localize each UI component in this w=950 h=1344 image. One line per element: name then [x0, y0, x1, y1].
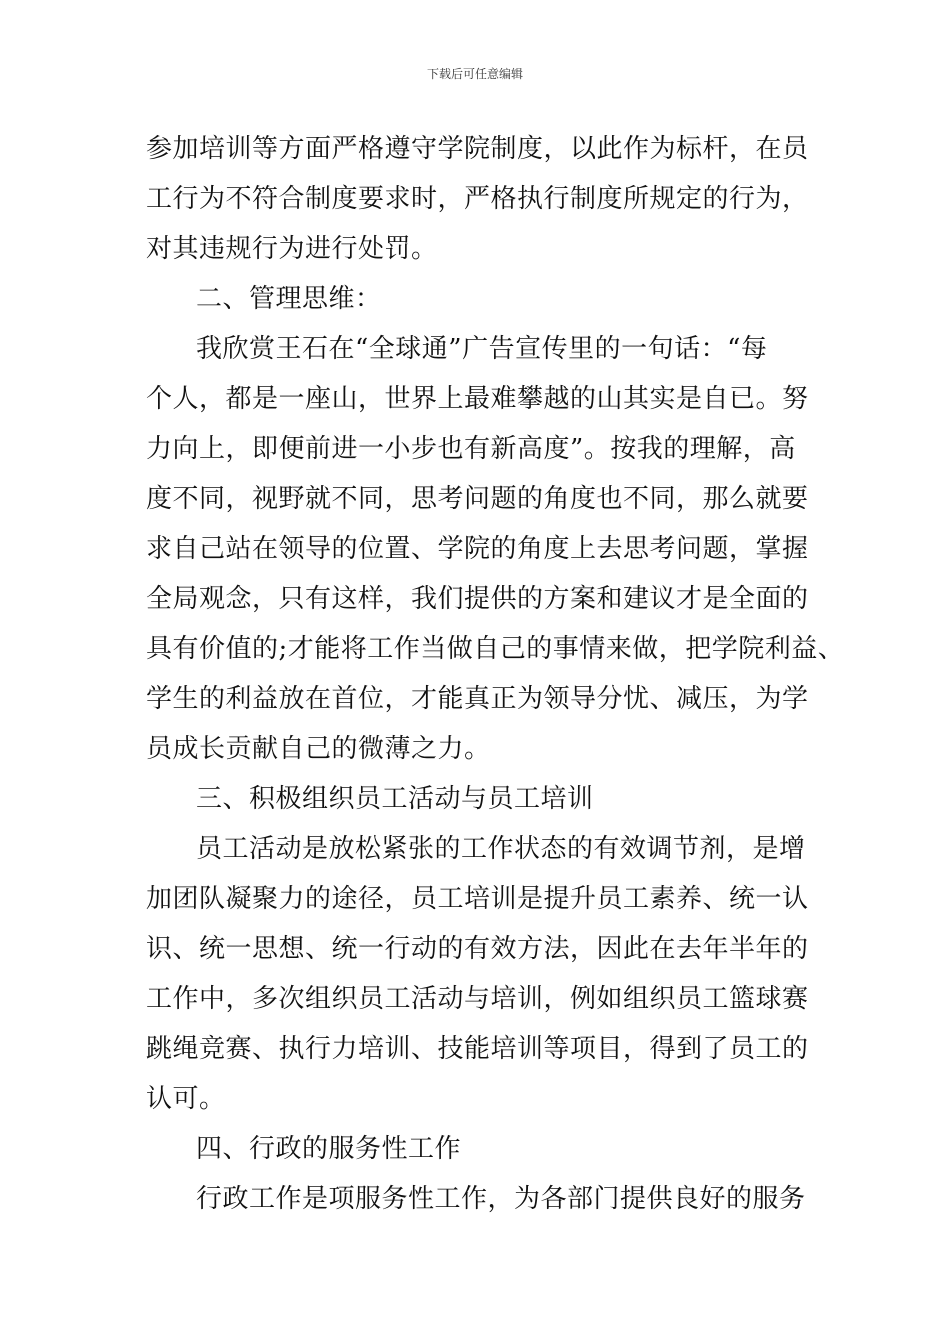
body-line: 参加培训等方面严格遵守学院制度，以此作为标杆，在员: [146, 134, 809, 164]
body-line: 学生的利益放在首位，才能真正为领导分忧、减压，为学: [146, 684, 809, 714]
body-line: 度不同，视野就不同，思考问题的角度也不同，那么就要: [146, 484, 809, 514]
body-line: 工行为不符合制度要求时，严格执行制度所规定的行为，: [146, 184, 809, 214]
body-line: 我欣赏王石在“全球通”广告宣传里的一句话：“每: [196, 334, 768, 364]
body-line: 工作中，多次组织员工活动与培训，例如组织员工篮球赛: [146, 984, 809, 1014]
body-line: 员成长贡献自己的微薄之力。: [146, 734, 491, 764]
body-line: 求自己站在领导的位置、学院的角度上去思考问题，掌握: [146, 534, 809, 564]
body-line: 跳绳竞赛、执行力培训、技能培训等项目，得到了员工的: [146, 1034, 809, 1064]
body-line: 认可。: [146, 1084, 226, 1114]
body-line: 行政工作是项服务性工作，为各部门提供良好的服务: [196, 1184, 806, 1214]
section-heading: 三、积极组织员工活动与员工培训: [196, 784, 594, 814]
body-line: 个人，都是一座山，世界上最难攀越的山其实是自已。努: [146, 384, 809, 414]
body-line: 力向上，即便前进一小步也有新高度”。按我的理解，高: [146, 434, 796, 464]
body-line: 识、统一思想、统一行动的有效方法，因此在去年半年的: [146, 934, 809, 964]
section-heading: 四、行政的服务性工作: [196, 1134, 462, 1164]
body-line: 全局观念，只有这样，我们提供的方案和建议才是全面的: [146, 584, 809, 614]
body-line: 具有价值的;才能将工作当做自己的事情来做，把学院利益、: [146, 634, 845, 664]
page-header: 下载后可任意编辑: [426, 67, 523, 81]
body-line: 员工活动是放松紧张的工作状态的有效调节剂，是增: [196, 834, 806, 864]
body-line: 加团队凝聚力的途径，员工培训是提升员工素养、统一认: [146, 884, 809, 914]
section-heading: 二、管理思维：: [196, 284, 382, 314]
body-line: 对其违规行为进行处罚。: [146, 234, 438, 264]
